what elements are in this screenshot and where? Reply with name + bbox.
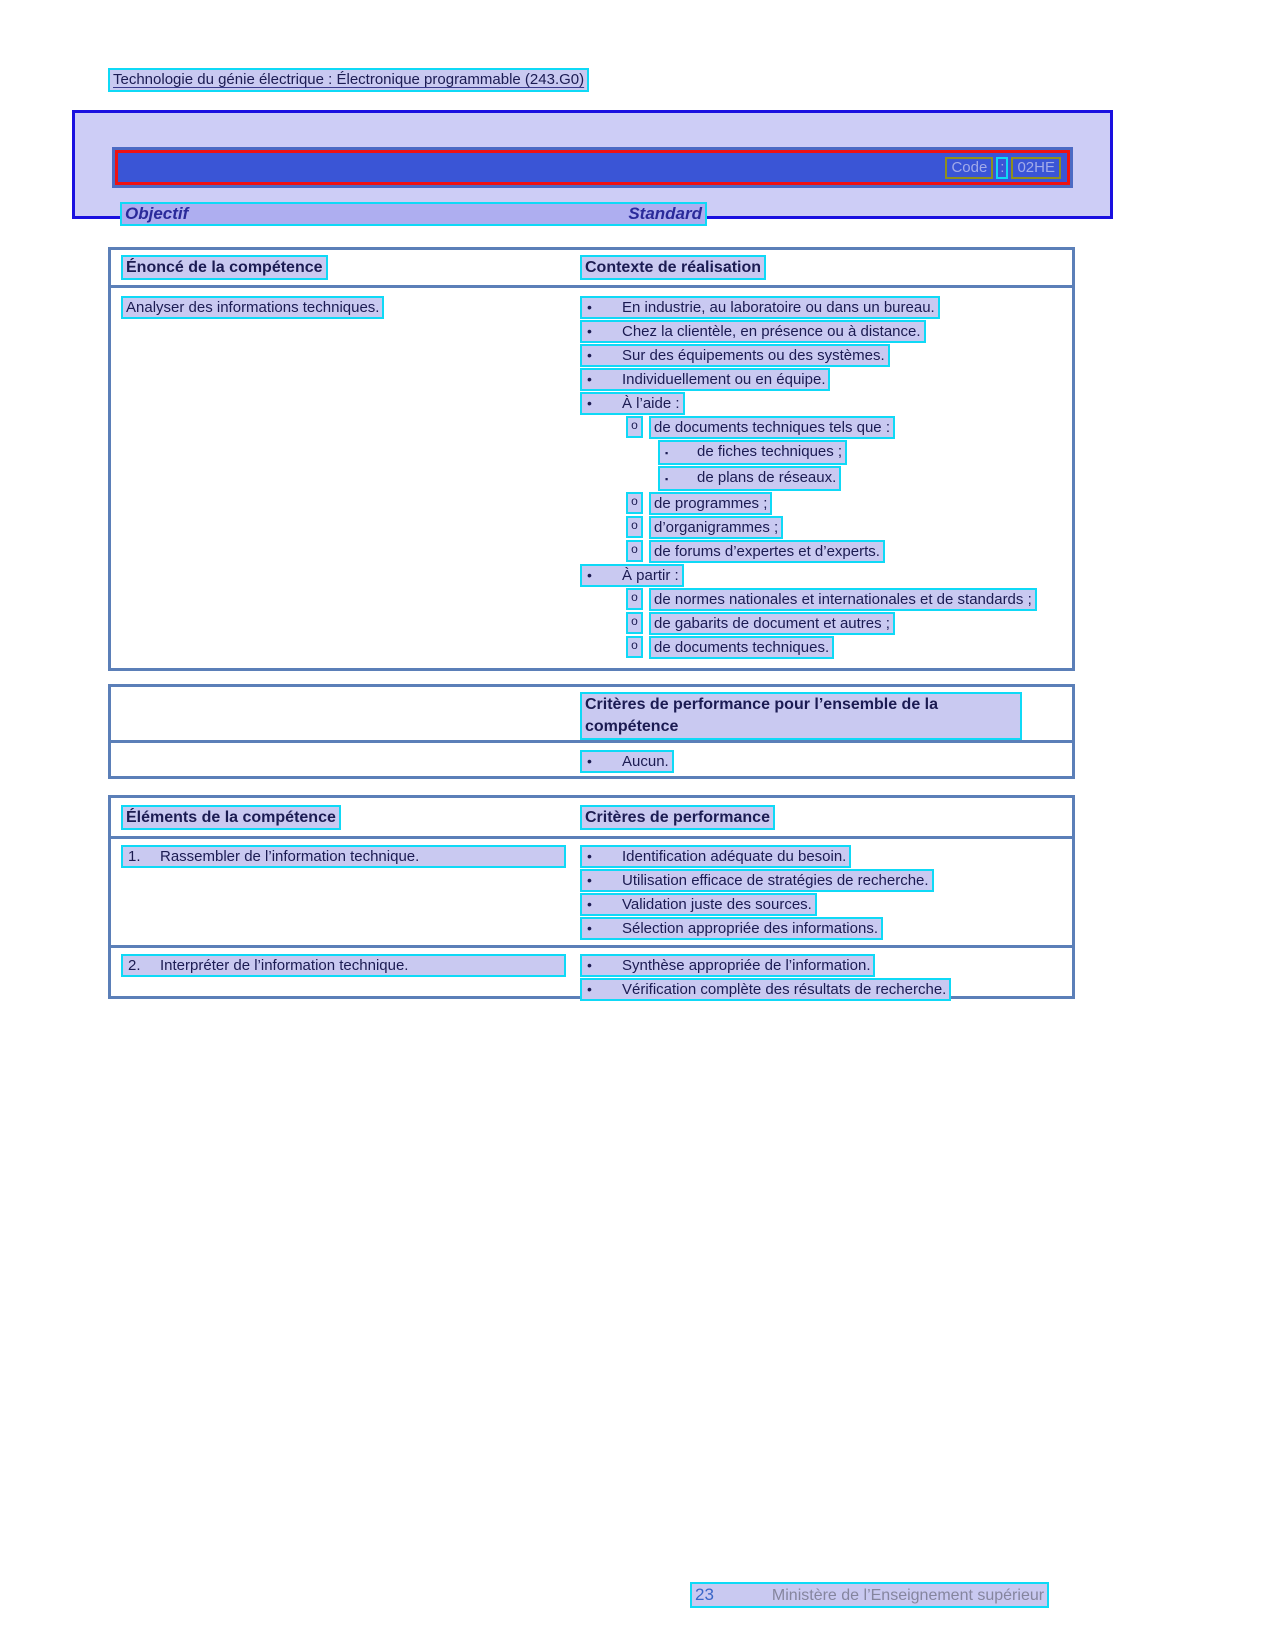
context-subitem: o de forums d’expertes et d’experts. xyxy=(566,540,1072,563)
document-header xyxy=(108,68,589,92)
standard-label: Standard xyxy=(628,204,702,223)
context-item: • Chez la clientèle, en présence ou à distance. xyxy=(566,320,1072,343)
summary-criteria-header: Critères de performance pour l’ensemble de la compétence xyxy=(580,692,1022,740)
circle-bullet-icon: o xyxy=(626,612,643,634)
criteria-header: Critères de performance xyxy=(580,805,775,830)
elements-table-header xyxy=(111,798,1072,839)
elements-header: Éléments de la compétence xyxy=(121,805,341,830)
context-item: • En industrie, au laboratoire ou dans un bureau. xyxy=(566,296,1072,319)
bullet-icon: • xyxy=(587,920,592,936)
context-item: • À l’aide : xyxy=(566,392,1072,415)
circle-bullet-icon: o xyxy=(626,516,643,538)
context-subitem: o de programmes ; xyxy=(566,492,1072,515)
criteria-item: • Synthèse appropriée de l’information. xyxy=(566,954,1072,977)
bullet-icon: • xyxy=(587,848,592,864)
contexte-header: Contexte de réalisation xyxy=(580,255,766,280)
criteria-item: • Utilisation efficace de stratégies de recherche. xyxy=(566,869,1072,892)
competence-table-body xyxy=(111,288,1072,660)
context-item: • Sur des équipements ou des systèmes. xyxy=(566,344,1072,367)
bullet-icon: • xyxy=(587,299,592,315)
bullet-icon: • xyxy=(587,395,592,411)
bullet-icon: • xyxy=(587,323,592,339)
title-bar-inner xyxy=(115,150,1070,185)
document-header-title: Technologie du génie électrique : Électronique programmable (243.G0) xyxy=(108,68,589,92)
performance-summary-body xyxy=(111,743,1072,774)
context-subitem: o de documents techniques tels que : xyxy=(566,416,1072,439)
competence-statement: Analyser des informations techniques. xyxy=(121,296,384,319)
square-bullet-icon: ▪ xyxy=(665,474,669,484)
enonce-header: Énoncé de la compétence xyxy=(121,255,328,280)
performance-summary-table xyxy=(108,684,1075,779)
page-footer xyxy=(690,1582,1049,1608)
circle-bullet-icon: o xyxy=(626,636,643,658)
element-number: 1. xyxy=(128,848,141,865)
bullet-icon: • xyxy=(587,957,592,973)
bullet-icon: • xyxy=(587,371,592,387)
criteria-item: • Vérification complète des résultats de recherche. xyxy=(566,978,1072,1001)
criteria-item: • Identification adéquate du besoin. xyxy=(566,845,1072,868)
bullet-icon: • xyxy=(587,567,592,583)
context-item: • Individuellement ou en équipe. xyxy=(566,368,1072,391)
criteria-item: • Sélection appropriée des informations. xyxy=(566,917,1072,940)
context-subitem: o de gabarits de document et autres ; xyxy=(566,612,1072,635)
context-subsubitem: ▪ de fiches techniques ; xyxy=(566,440,1072,465)
objectif-label: Objectif xyxy=(125,204,189,223)
bullet-icon: • xyxy=(587,753,592,769)
title-bar xyxy=(112,147,1073,188)
performance-summary-header xyxy=(111,687,1072,743)
context-subitem: o de documents techniques. xyxy=(566,636,1072,659)
page-number: 23 xyxy=(695,1585,714,1604)
criteria-item: • Validation juste des sources. xyxy=(566,893,1072,916)
summary-criteria-item: • Aucun. xyxy=(566,750,1072,773)
bullet-icon: • xyxy=(587,872,592,888)
code-separator: : xyxy=(996,157,1008,179)
competence-table-header xyxy=(111,250,1072,288)
context-subsubitem: ▪ de plans de réseaux. xyxy=(566,466,1072,491)
circle-bullet-icon: o xyxy=(626,416,643,438)
bullet-icon: • xyxy=(587,981,592,997)
element-row xyxy=(111,945,1072,1006)
bullet-icon: • xyxy=(587,347,592,363)
code-row xyxy=(945,157,1061,179)
element-statement: 1. Rassembler de l’information technique. xyxy=(121,845,566,868)
code-label: Code xyxy=(945,157,993,179)
element-row xyxy=(111,839,1072,945)
context-subitem: o d’organigrammes ; xyxy=(566,516,1072,539)
circle-bullet-icon: o xyxy=(626,492,643,514)
competence-table xyxy=(108,247,1075,671)
element-number: 2. xyxy=(128,957,141,974)
context-item: • À partir : xyxy=(566,564,1072,587)
square-bullet-icon: ▪ xyxy=(665,448,669,458)
circle-bullet-icon: o xyxy=(626,588,643,610)
bullet-icon: • xyxy=(587,896,592,912)
ministry-label: Ministère de l’Enseignement supérieur xyxy=(771,1587,1045,1604)
element-statement: 2. Interpréter de l’information technique. xyxy=(121,954,566,977)
code-value: 02HE xyxy=(1011,157,1061,179)
objectif-standard-row xyxy=(120,202,707,226)
elements-table xyxy=(108,795,1075,999)
context-subitem: o de normes nationales et internationales et de standards ; xyxy=(566,588,1072,611)
circle-bullet-icon: o xyxy=(626,540,643,562)
